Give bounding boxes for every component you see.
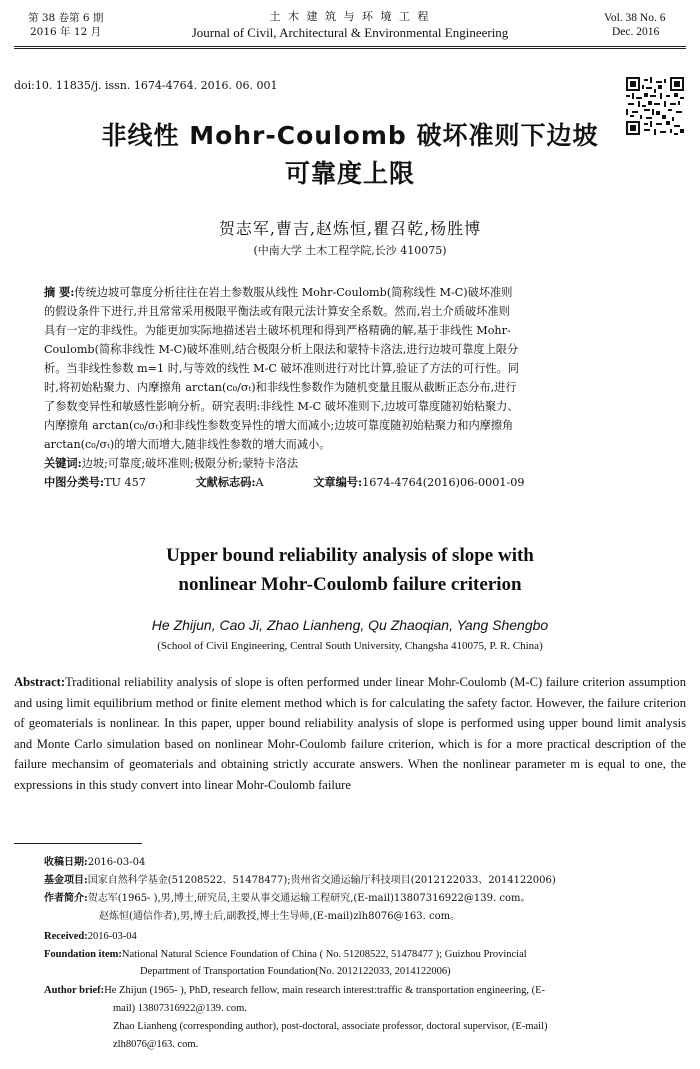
journal-title-cn: 土 木 建 筑 与 环 境 工 程: [269, 10, 431, 23]
clc-label: 中图分类号:: [44, 475, 105, 489]
footnote-text: 2016-03-04: [87, 857, 146, 868]
classification-row: [44, 473, 656, 492]
doi: doi:10. 11835/j. issn. 1674-4764. 2016. 06. 001: [14, 79, 278, 92]
footnote-text: National Natural Science Foundation of China ( No. 51208522, 51478477 ); Guizhou Provincial: [121, 949, 527, 960]
title-cn-line-1: 非线性 Mohr-Coulomb 破坏准则下边坡: [101, 121, 599, 150]
title-cn-line-2: 可靠度上限: [284, 159, 415, 188]
footnote-label: 收稿日期:: [44, 857, 88, 868]
abstract-cn-line: 了参数变异性和敏感性影响分析。研究表明:非线性 M-C 破坏准则下,边坡可靠度随初始粘聚力、: [44, 400, 519, 413]
footnote-text: 2016-03-04: [87, 931, 137, 942]
header-rule: [14, 46, 686, 47]
doc-code-value: A: [255, 476, 264, 489]
footnote-text: 国家自然科学基金(51208522、51478477);贵州省交通运输厅科技项目(2012122033、2014122006): [87, 875, 556, 886]
clc-value: TU 457: [104, 476, 146, 489]
footnote-text: 贺志军(1965- ),男,博士,研究员,主要从事交通运输工程研究,(E-mail)13807316922@139. com。: [87, 893, 531, 904]
footnote-corresponding-en: Zhao Lianheng (corresponding author), post-doctoral, associate professor, doctoral supervisor, (E-mail): [113, 1021, 548, 1032]
footnote-author-en-2: mail) 13807316922@139. com.: [113, 1003, 247, 1014]
doc-code-label: 文献标志码:: [195, 475, 256, 489]
abstract-cn-label: 摘 要:: [44, 285, 75, 299]
authors-cn: 贺志军,曹吉,赵炼恒,瞿召乾,杨胜博: [218, 219, 482, 238]
authors-en: He Zhijun, Cao Ji, Zhao Lianheng, Qu Zhaoqian, Yang Shengbo: [151, 617, 549, 633]
footnote-label: 作者简介:: [44, 893, 88, 904]
abstract-cn-line: 时,将初始粘聚力、内摩擦角 arctan(c₀/σₜ)和非线性参数作为随机变量且服从截断正态分布,进行: [44, 381, 517, 394]
title-en-line-2: nonlinear Mohr-Coulomb failure criterion: [178, 574, 522, 595]
abstract-en: [14, 672, 686, 795]
header-rule-double: [14, 48, 686, 49]
abstract-cn-line: 传统边坡可靠度分析往往在岩土参数服从线性 Mohr-Coulomb(简称线性 M-C)破坏准则: [74, 286, 513, 299]
volume-cn: 第 38 卷第 6 期: [28, 12, 104, 24]
article-no-value: 1674-4764(2016)06-0001-09: [362, 476, 525, 489]
affiliation-en: (School of Civil Engineering, Central South University, Changsha 410075, P. R. China): [157, 640, 543, 652]
footnote-corresponding-en-2: zlh8076@163. com.: [113, 1039, 199, 1050]
affiliation-cn: (中南大学 土木工程学院,长沙 410075): [253, 244, 447, 257]
abstract-cn-line: 析。当非线性参数 m=1 时,与等效的线性 M-C 破坏准则进行对比计算,验证了方法的可行性。同: [44, 362, 519, 375]
footnote-label: Received:: [44, 931, 88, 942]
abstract-cn-line: arctan(c₀/σₜ)的增大而增大,随非线性参数的增大而减小。: [44, 438, 331, 451]
keywords-cn-label: 关键词:: [44, 456, 82, 470]
footnote-rule: [14, 843, 142, 844]
abstract-cn-line: 内摩擦角 arctan(c₀/σₜ)和非线性参数变异性的增大而减小;边坡可靠度随初始粘聚力和内摩擦角: [44, 419, 514, 432]
footnote-text: He Zhijun (1965- ), PhD, research fellow, main research interest:traffic & transportation engineering, (E-: [104, 985, 546, 996]
date-en: Dec. 2016: [612, 26, 660, 38]
article-no-label: 文章编号:: [313, 475, 363, 489]
abstract-cn: [44, 283, 656, 492]
title-en-line-1: Upper bound reliability analysis of slope with: [166, 545, 534, 566]
keywords-cn: 边坡;可靠度;破坏准则;极限分析;蒙特卡洛法: [81, 457, 299, 470]
footnote-foundation-en-2: Department of Transportation Foundation(No. 2012122033, 2014122006): [140, 966, 451, 977]
footnote-corresponding-cn: 赵炼恒(通信作者),男,博士后,副教授,博士生导师,(E-mail)zlh8076@163. com。: [99, 911, 461, 922]
abstract-cn-line: 具有一定的非线性。为能更加实际地描述岩土破坏机理和得到严格精确的解,基于非线性 Mohr-: [44, 324, 511, 337]
footnote-author-en: [44, 983, 545, 999]
abstract-cn-line: 的假设条件下进行,并且常常采用极限平衡法或有限元法计算安全系数。然而,岩土介质破坏准则: [44, 305, 510, 318]
date-cn: 2016 年 12 月: [30, 26, 102, 38]
abstract-en-text: Traditional reliability analysis of slope is often performed under linear Mohr-Coulomb (M-C) failure criterion assumption and using limit equilibrium method or finite element method which is for calculating the safety factor. However, the failure criterion of geomaterials is nonlinear. In this paper, upper bound reliability analysis of slope is performed using upper bound limit analysis and Monte Carlo simulation based on nonlinear Mohr-Coulomb failure criterion, which is for a more practical description of the failure mechansim of geomaterials and obtaining strictly accurate answers. When the nonlinear parameter m is equal to one, the expressions in this study convert into linear Mohr-Coulomb failure: [14, 675, 686, 792]
footnote-label: 基金项目:: [44, 875, 88, 886]
footnote-foundation-en: [44, 947, 686, 963]
volume-en: Vol. 38 No. 6: [604, 12, 666, 24]
abstract-cn-line: Coulomb(简称非线性 M-C)破坏准则,结合极限分析上限法和蒙特卡洛法,进行边坡可靠度上限分: [44, 343, 519, 356]
footnote-label: Author brief:: [44, 985, 105, 996]
abstract-en-label: Abstract:: [14, 675, 66, 689]
footnote-author-cn: [44, 891, 530, 907]
footnote-received-cn: [44, 855, 145, 871]
journal-title-en: Journal of Civil, Architectural & Environmental Engineering: [191, 25, 509, 40]
footnote-label: Foundation item:: [44, 949, 122, 960]
footnote-fund-cn: [44, 873, 556, 889]
footnote-received-en: [44, 929, 137, 945]
